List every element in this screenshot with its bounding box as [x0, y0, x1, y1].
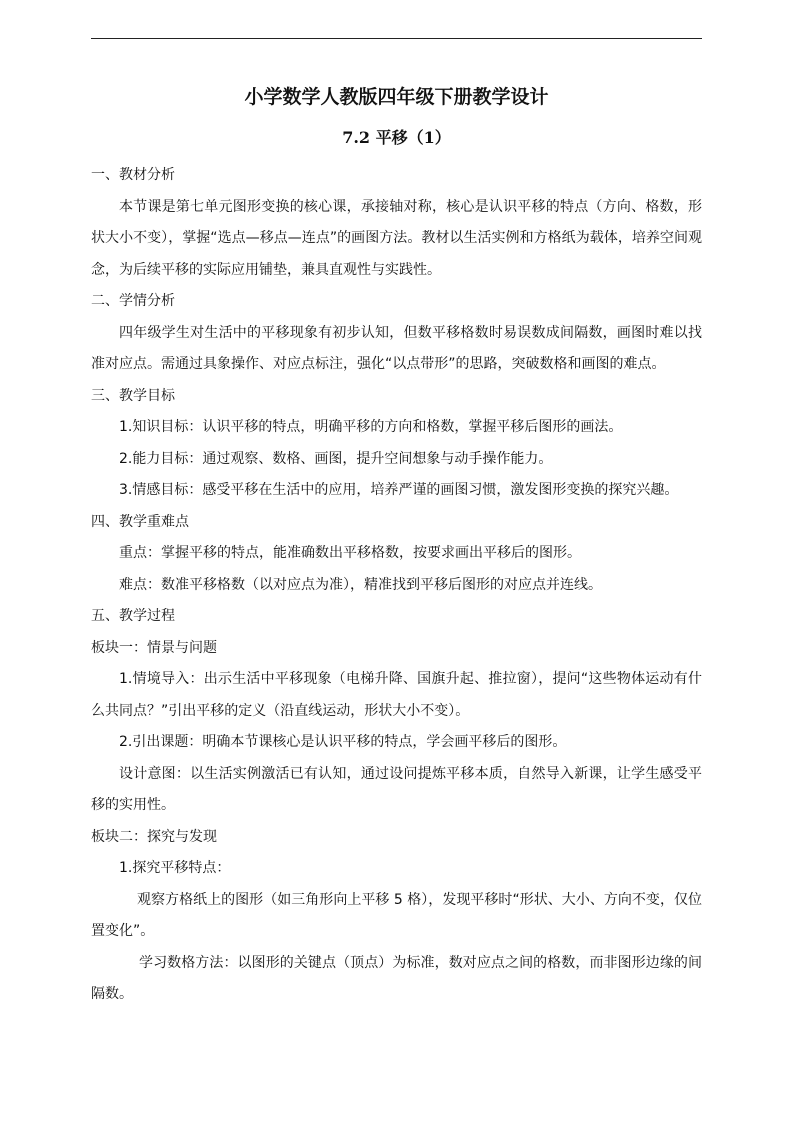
section-heading: 三、教学目标 — [91, 387, 175, 404]
paragraph: 2.引出课题：明确本节课核心是认识平移的特点，学会画平移后的图形。 — [119, 734, 567, 750]
section-heading: 五、教学过程 — [91, 608, 175, 624]
goal-item: 1.知识目标：认识平移的特点，明确平移的方向和格数，掌握平移后图形的画法。 — [119, 419, 623, 435]
paragraph: 设计意图：以生活实例激活已有认知，通过设问提炼平移本质，自然导入新课，让学生感受平移的实用性。 — [91, 765, 702, 813]
paragraph: 重点：掌握平移的特点，能准确数出平移格数，按要求画出平移后的图形。 — [119, 545, 581, 561]
paragraph: 1.探究平移特点： — [119, 860, 231, 876]
paragraph: 1.情境导入：出示生活中平移现象（电梯升降、国旗升起、推拉窗），提问“这些物体运动有什么共同点？”引出平移的定义（沿直线运动，形状大小不变）。 — [91, 671, 702, 719]
document-body — [91, 160, 702, 1011]
section-heading: 一、教材分析 — [91, 167, 175, 183]
paragraph: 本节课是第七单元图形变换的核心课，承接轴对称，核心是认识平移的特点（方向、格数，形状大小不变），掌握“选点—移点—连点”的画图方法。教材以生活实例和方格纸为载体，培养空间观念，为后续平移的实际应用铺垫，兼具直观性与实践性。 — [91, 198, 702, 278]
goal-item: 2.能力目标：通过观察、数格、画图，提升空间想象与动手操作能力。 — [119, 450, 553, 467]
goal-item: 3.情感目标：感受平移在生活中的应用，培养严谨的画图习惯，激发图形变换的探究兴趣。 — [119, 482, 679, 498]
header-rule — [91, 38, 702, 39]
block-heading: 板块一：情景与问题 — [91, 639, 217, 656]
section-heading: 二、学情分析 — [91, 293, 175, 309]
paragraph: 四年级学生对生活中的平移现象有初步认知，但数平移格数时易误数成间隔数，画图时难以找准对应点。需通过具象操作、对应点标注，强化“以点带形”的思路，突破数格和画图的难点。 — [91, 324, 702, 372]
paragraph: 难点：数准平移格数（以对应点为准），精准找到平移后图形的对应点并连线。 — [119, 576, 602, 593]
document-title: 小学数学人教版四年级下册教学设计 — [244, 86, 549, 108]
document-subtitle: 7.2 平移（1） — [342, 128, 451, 147]
section-heading: 四、教学重难点 — [91, 513, 189, 530]
paragraph: 学习数格方法：以图形的关键点（顶点）为标准，数对应点之间的格数，而非图形边缘的间隔数。 — [91, 954, 702, 1002]
block-heading: 板块二：探究与发现 — [91, 828, 217, 845]
paragraph: 观察方格纸上的图形（如三角形向上平移 5 格），发现平移时“形状、大小、方向不变，仅位置变化”。 — [91, 891, 702, 939]
